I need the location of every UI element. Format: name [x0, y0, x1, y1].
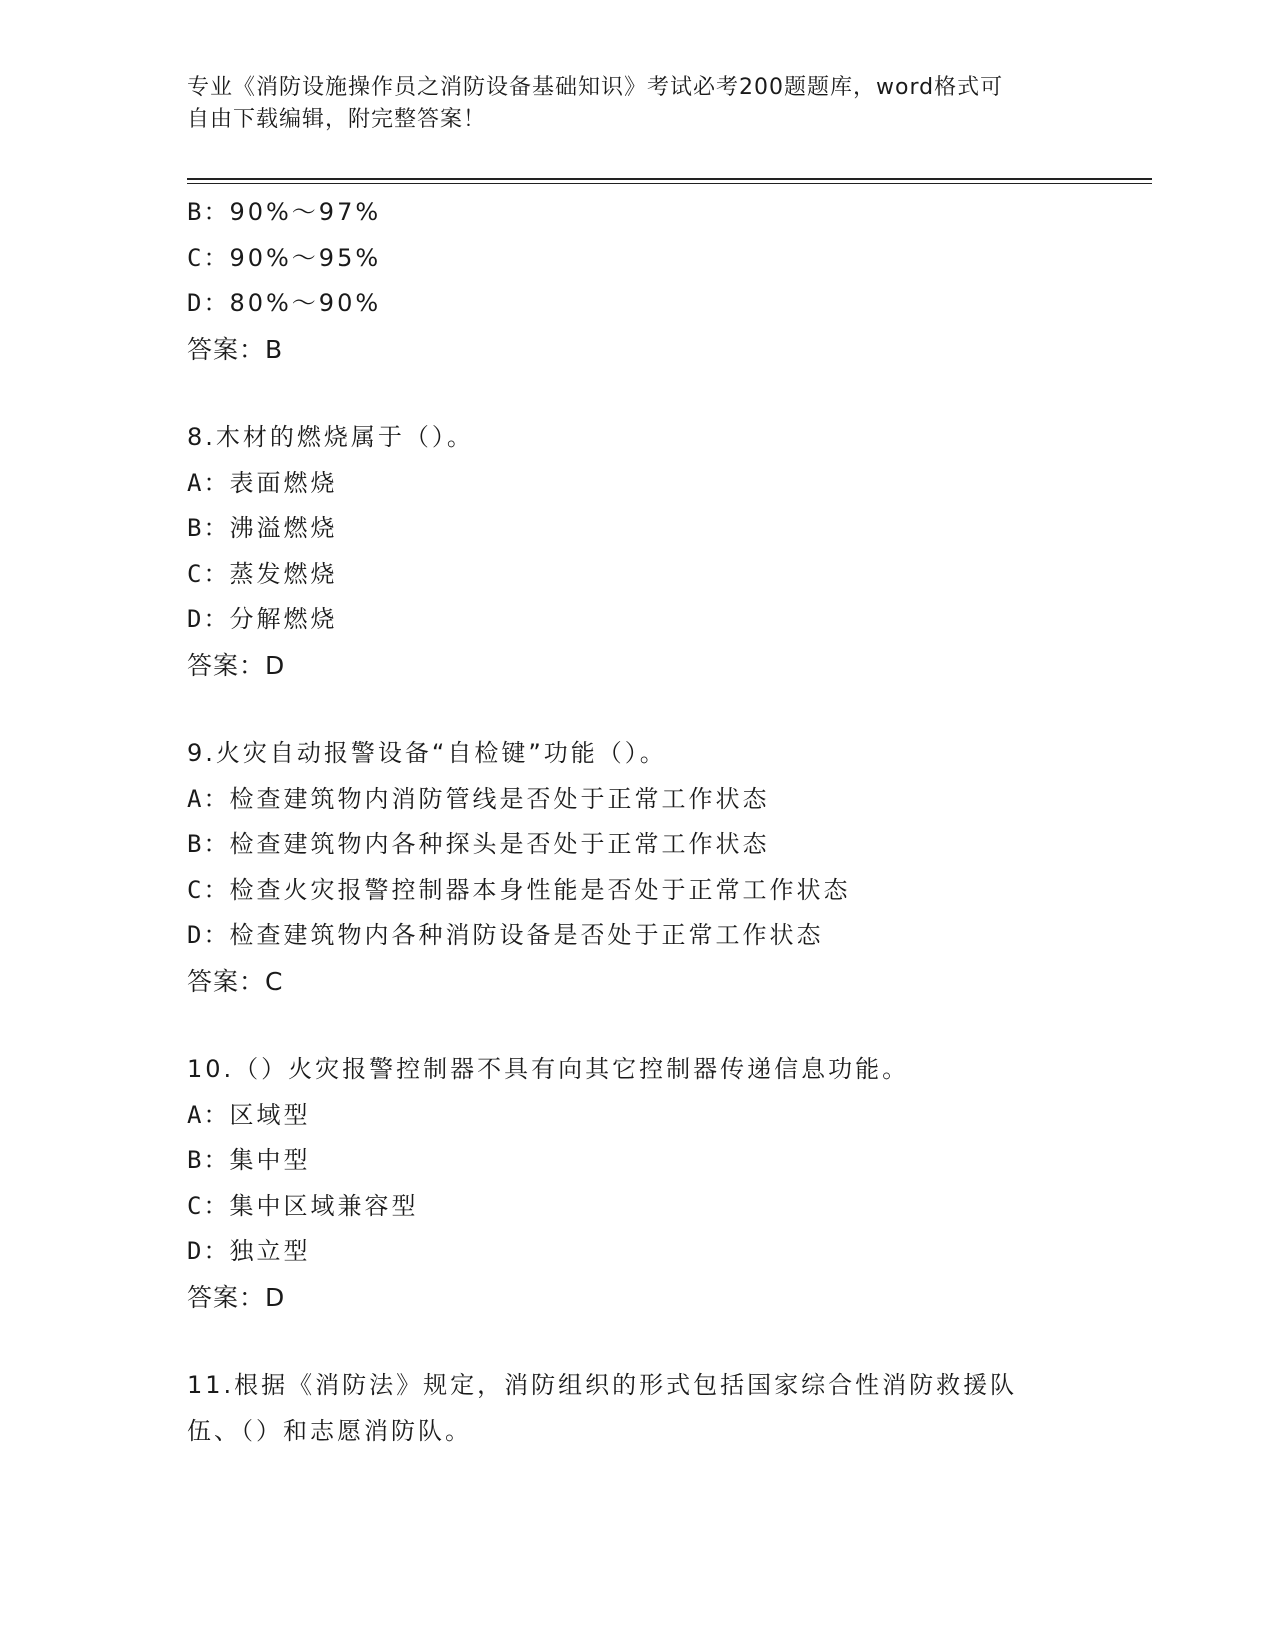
option-b: [187, 190, 1087, 236]
question-9-block: [187, 731, 1087, 1004]
question-8-block: [187, 415, 1087, 688]
question-text: 10.（）火灾报警控制器不具有向其它控制器传递信息功能。: [187, 1055, 910, 1083]
option-d: [187, 913, 1087, 959]
option-c: [187, 868, 1087, 914]
option-key: A：: [187, 1100, 230, 1129]
option-c: [187, 1184, 1087, 1230]
question-text: 9.火灾自动报警设备“自检键”功能（）。: [187, 739, 667, 767]
answer-label: 答案：C: [187, 966, 284, 996]
option-text: 集中型: [229, 1146, 311, 1174]
option-text: 分解燃烧: [229, 605, 338, 633]
option-key: B：: [187, 1146, 230, 1174]
option-text: 80%～90%: [229, 289, 382, 317]
header-divider-thick: [187, 178, 1152, 180]
option-c: [187, 552, 1087, 598]
option-text: 集中区域兼容型: [229, 1191, 419, 1220]
option-key: C：: [187, 559, 230, 588]
option-key: B：: [187, 830, 230, 858]
option-key: D：: [187, 289, 230, 317]
option-key: B：: [187, 514, 230, 542]
option-text: 区域型: [229, 1100, 311, 1129]
question-text-line-1: 11.根据《消防法》规定，消防组织的形式包括国家综合性消防救援队: [187, 1371, 1018, 1399]
header-divider-thin: [187, 183, 1152, 184]
option-text: 表面燃烧: [229, 468, 338, 497]
option-text: 90%～97%: [229, 198, 382, 226]
question-11-block: [187, 1363, 1087, 1454]
spacer: [187, 372, 1087, 415]
option-text: 独立型: [229, 1237, 311, 1265]
option-key: C：: [187, 875, 230, 904]
question-text-line-2: 伍、（）和志愿消防队。: [187, 1416, 472, 1445]
spacer: [187, 1320, 1087, 1363]
option-text: 沸溢燃烧: [229, 514, 338, 542]
option-key: D：: [187, 921, 230, 949]
question-7-block: [187, 190, 1087, 372]
spacer: [187, 688, 1087, 731]
spacer: [187, 1004, 1087, 1047]
option-d: [187, 597, 1087, 643]
option-d: [187, 1229, 1087, 1275]
option-key: C：: [187, 1191, 230, 1220]
option-key: A：: [187, 468, 230, 497]
question-list: [187, 190, 1087, 1454]
option-b: [187, 822, 1087, 868]
option-text: 90%～95%: [229, 243, 382, 272]
header-line-2: 自由下载编辑，附完整答案！: [187, 107, 487, 132]
option-key: D：: [187, 1237, 230, 1265]
option-b: [187, 1138, 1087, 1184]
option-key: D：: [187, 605, 230, 633]
option-key: B：: [187, 198, 230, 226]
option-a: [187, 1093, 1087, 1139]
answer-label: 答案：D: [187, 1282, 286, 1312]
option-key: C：: [187, 243, 230, 272]
option-key: A：: [187, 784, 230, 813]
option-c: [187, 236, 1087, 282]
option-a: [187, 777, 1087, 823]
option-text: 检查火灾报警控制器本身性能是否处于正常工作状态: [229, 875, 851, 904]
option-text: 检查建筑物内消防管线是否处于正常工作状态: [229, 784, 770, 813]
option-d: [187, 281, 1087, 327]
option-a: [187, 461, 1087, 507]
document-header: [187, 72, 1067, 136]
header-line-1: 专业《消防设施操作员之消防设备基础知识》考试必考200题题库，word格式可: [187, 75, 1004, 100]
option-text: 蒸发燃烧: [229, 559, 338, 588]
option-b: [187, 506, 1087, 552]
question-10-block: [187, 1047, 1087, 1320]
answer-label: 答案：B: [187, 334, 284, 364]
option-text: 检查建筑物内各种消防设备是否处于正常工作状态: [229, 921, 824, 949]
option-text: 检查建筑物内各种探头是否处于正常工作状态: [229, 830, 770, 858]
question-text: 8.木材的燃烧属于（）。: [187, 423, 474, 451]
answer-label: 答案：D: [187, 650, 286, 680]
